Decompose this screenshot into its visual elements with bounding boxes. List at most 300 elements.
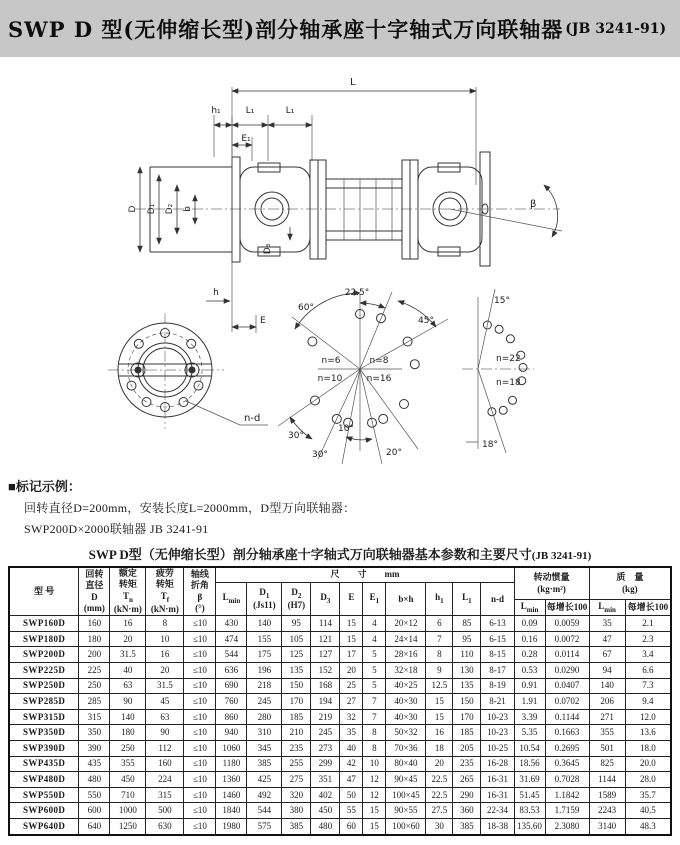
value-cell: 0.09 — [514, 616, 545, 632]
value-cell: 170 — [282, 694, 311, 710]
value-cell: 15 — [426, 694, 453, 710]
value-cell: 219 — [311, 709, 340, 725]
value-cell: 180 — [79, 631, 110, 647]
value-cell: 492 — [247, 787, 282, 803]
value-cell: 100×45 — [386, 787, 426, 803]
value-cell: 13.6 — [625, 725, 671, 741]
value-cell: 152 — [311, 663, 340, 679]
value-cell: 135 — [453, 678, 481, 694]
value-cell: 2243 — [589, 803, 625, 819]
dim-label-L: L — [350, 77, 356, 88]
value-cell: 12 — [363, 787, 386, 803]
value-cell: 85 — [453, 616, 481, 632]
label-n18: n=18 — [496, 378, 521, 388]
value-cell: 47 — [589, 631, 625, 647]
value-cell: 4 — [363, 631, 386, 647]
value-cell: 95 — [282, 616, 311, 632]
value-cell: 22.5 — [426, 772, 453, 788]
value-cell: 150 — [453, 694, 481, 710]
value-cell: 3140 — [589, 819, 625, 835]
value-cell: 299 — [311, 756, 340, 772]
value-cell: 10-23 — [481, 709, 514, 725]
value-cell: 544 — [216, 647, 247, 663]
value-cell: 8-15 — [481, 647, 514, 663]
value-cell: 1360 — [216, 772, 247, 788]
value-cell: 6.6 — [625, 663, 671, 679]
value-cell: 402 — [311, 787, 340, 803]
model-cell: SWP160D — [9, 616, 79, 632]
value-cell: ≤10 — [184, 725, 216, 741]
value-cell: 5.35 — [514, 725, 545, 741]
value-cell: 32×18 — [386, 663, 426, 679]
label-n8: n=8 — [369, 356, 389, 366]
table-row — [9, 772, 671, 788]
value-cell: 3.39 — [514, 709, 545, 725]
value-cell: 40.5 — [625, 803, 671, 819]
value-cell: 0.0059 — [545, 616, 589, 632]
value-cell: 10-23 — [481, 725, 514, 741]
value-cell: 500 — [146, 803, 184, 819]
value-cell: 385 — [282, 819, 311, 835]
value-cell: 430 — [216, 616, 247, 632]
value-cell: 2.1 — [625, 616, 671, 632]
value-cell: 210 — [282, 725, 311, 741]
value-cell: 130 — [453, 663, 481, 679]
label-angle-45: 45° — [418, 316, 434, 326]
value-cell: 194 — [311, 694, 340, 710]
value-cell: 8-21 — [481, 694, 514, 710]
dim-label-b: b — [183, 206, 193, 212]
value-cell: 350 — [79, 725, 110, 741]
table-row — [9, 678, 671, 694]
value-cell: 450 — [311, 803, 340, 819]
value-cell: 185 — [453, 725, 481, 741]
value-cell: 710 — [110, 787, 146, 803]
value-cell: 95 — [453, 631, 481, 647]
value-cell: 22.5 — [426, 787, 453, 803]
value-cell: 140 — [247, 616, 282, 632]
value-cell: 180 — [110, 725, 146, 741]
value-cell: 18.56 — [514, 756, 545, 772]
label-n-d: n-d — [244, 413, 261, 424]
value-cell: 3.4 — [625, 647, 671, 663]
value-cell: 206 — [589, 694, 625, 710]
value-cell: 6-13 — [481, 616, 514, 632]
value-cell: 17 — [340, 647, 363, 663]
value-cell: 31.69 — [514, 772, 545, 788]
value-cell: 63 — [110, 678, 146, 694]
value-cell: 16 — [426, 725, 453, 741]
value-cell: 112 — [146, 741, 184, 757]
table-row — [9, 709, 671, 725]
value-cell: 16-31 — [481, 787, 514, 803]
value-cell: 218 — [247, 678, 282, 694]
example-heading: 标记示例： — [15, 479, 81, 494]
table-row — [9, 663, 671, 679]
value-cell: 8 — [363, 741, 386, 757]
value-cell: 15 — [426, 709, 453, 725]
col-header-fatigue-torque: 疲劳 转矩 $T_f$ (kN·m) — [146, 567, 184, 616]
page-title-standard: (JB 3241-91) — [565, 20, 667, 37]
value-cell: 15 — [363, 803, 386, 819]
value-cell: 1250 — [110, 819, 146, 835]
value-cell: ≤10 — [184, 741, 216, 757]
value-cell: 83.53 — [514, 803, 545, 819]
value-cell: 7 — [426, 631, 453, 647]
value-cell: 235 — [453, 756, 481, 772]
col-header-e1: $E_1$ — [363, 583, 386, 616]
value-cell: 1.7159 — [545, 803, 589, 819]
value-cell: 351 — [311, 772, 340, 788]
value-cell: ≤10 — [184, 756, 216, 772]
value-cell: 18-38 — [481, 819, 514, 835]
col-header-inertia-lmin: $L_{min}$ — [514, 600, 545, 616]
value-cell: 600 — [79, 803, 110, 819]
value-cell: 1980 — [216, 819, 247, 835]
value-cell: 1460 — [216, 787, 247, 803]
value-cell: 360 — [453, 803, 481, 819]
value-cell: 0.3645 — [545, 756, 589, 772]
model-cell: SWP550D — [9, 787, 79, 803]
value-cell: 0.7028 — [545, 772, 589, 788]
col-header-mass-per100: 每增长100 — [625, 600, 671, 616]
value-cell: 0.16 — [514, 631, 545, 647]
value-cell: 320 — [282, 787, 311, 803]
value-cell: 50 — [340, 787, 363, 803]
value-cell: 250 — [79, 678, 110, 694]
value-cell: 16 — [146, 647, 184, 663]
col-group-mass: 质 量 (kg) — [589, 567, 671, 600]
value-cell: 20 — [146, 663, 184, 679]
col-header-h1: $h_1$ — [426, 583, 453, 616]
dim-label-D: D — [128, 205, 138, 213]
marking-example-section — [0, 470, 680, 537]
col-group-inertia: 转动惯量 (kg·m²) — [514, 567, 589, 600]
label-angle-22-5: 22.5° — [344, 288, 370, 298]
value-cell: ≤10 — [184, 803, 216, 819]
value-cell: 28×16 — [386, 647, 426, 663]
table-title-standard: (JB 3241-91) — [531, 550, 592, 562]
value-cell: 63 — [146, 709, 184, 725]
col-header-bxh: b×h — [386, 583, 426, 616]
value-cell: 28.0 — [625, 772, 671, 788]
value-cell: 235 — [282, 741, 311, 757]
value-cell: 6-15 — [481, 631, 514, 647]
bolt-holes-right-view — [483, 321, 527, 416]
value-cell: 27.5 — [426, 803, 453, 819]
value-cell: 32 — [340, 709, 363, 725]
table-row — [9, 631, 671, 647]
value-cell: 94 — [589, 663, 625, 679]
value-cell: 20.0 — [625, 756, 671, 772]
value-cell: 40 — [110, 663, 146, 679]
dim-label-E1: E₁ — [241, 134, 251, 144]
value-cell: 20×12 — [386, 616, 426, 632]
col-header-axis-angle: 轴线 折角 β (°) — [184, 567, 216, 616]
model-cell: SWP200D — [9, 647, 79, 663]
value-cell: 70×36 — [386, 741, 426, 757]
col-header-nd: n-d — [481, 583, 514, 616]
value-cell: 90 — [110, 694, 146, 710]
value-cell: 275 — [282, 772, 311, 788]
value-cell: 18 — [426, 741, 453, 757]
value-cell: 0.0290 — [545, 663, 589, 679]
value-cell: 1.1842 — [545, 787, 589, 803]
value-cell: 290 — [453, 787, 481, 803]
value-cell: 315 — [146, 787, 184, 803]
model-cell: SWP435D — [9, 756, 79, 772]
model-cell: SWP480D — [9, 772, 79, 788]
value-cell: 31.5 — [146, 678, 184, 694]
model-cell: SWP250D — [9, 678, 79, 694]
value-cell: ≤10 — [184, 819, 216, 835]
value-cell: 273 — [311, 741, 340, 757]
value-cell: 1000 — [110, 803, 146, 819]
table-title — [0, 544, 680, 563]
value-cell: 20 — [426, 756, 453, 772]
value-cell: 12 — [363, 772, 386, 788]
value-cell: 47 — [340, 772, 363, 788]
example-line-2: SWP200D×2000联轴器 JB 3241-91 — [24, 522, 209, 536]
value-cell: 80×40 — [386, 756, 426, 772]
dim-label-L1-left: L₁ — [245, 106, 255, 116]
value-cell: 9.4 — [625, 694, 671, 710]
value-cell: ≤10 — [184, 631, 216, 647]
value-cell: 200 — [79, 647, 110, 663]
model-cell: SWP640D — [9, 819, 79, 835]
title-bar — [0, 0, 680, 57]
value-cell: 285 — [79, 694, 110, 710]
value-cell: 435 — [79, 756, 110, 772]
value-cell: 760 — [216, 694, 247, 710]
dim-label-h1: h₁ — [211, 106, 221, 116]
value-cell: 550 — [79, 787, 110, 803]
value-cell: 205 — [453, 741, 481, 757]
col-header-model: 型 号 — [9, 567, 79, 616]
value-cell: ≤10 — [184, 787, 216, 803]
value-cell: 15 — [340, 616, 363, 632]
col-header-rotation-diameter: 回转 直径 D (mm) — [79, 567, 110, 616]
dim-label-D1: D₁ — [147, 203, 157, 215]
value-cell: 224 — [146, 772, 184, 788]
value-cell: 22-34 — [481, 803, 514, 819]
label-angle-60: 60° — [298, 303, 314, 313]
value-cell: 55 — [340, 803, 363, 819]
value-cell: 255 — [282, 756, 311, 772]
value-cell: 140 — [110, 709, 146, 725]
label-n10: n=10 — [317, 374, 343, 384]
value-cell: 8 — [363, 725, 386, 741]
value-cell: 640 — [79, 819, 110, 835]
value-cell: 480 — [79, 772, 110, 788]
label-angle-15: 15° — [494, 296, 510, 306]
value-cell: 24×14 — [386, 631, 426, 647]
value-cell: 50×32 — [386, 725, 426, 741]
value-cell: 0.28 — [514, 647, 545, 663]
value-cell: 1144 — [589, 772, 625, 788]
value-cell: 135.60 — [514, 819, 545, 835]
value-cell: 125 — [282, 647, 311, 663]
value-cell: 690 — [216, 678, 247, 694]
value-cell: 100×60 — [386, 819, 426, 835]
value-cell: 4 — [363, 616, 386, 632]
value-cell: 0.0702 — [545, 694, 589, 710]
value-cell: ≤10 — [184, 678, 216, 694]
value-cell: 40 — [340, 741, 363, 757]
value-cell: 501 — [589, 741, 625, 757]
table-row — [9, 787, 671, 803]
value-cell: 1060 — [216, 741, 247, 757]
value-cell: 48.3 — [625, 819, 671, 835]
value-cell: 10.54 — [514, 741, 545, 757]
value-cell: 385 — [247, 756, 282, 772]
value-cell: 67 — [589, 647, 625, 663]
value-cell: 5 — [363, 647, 386, 663]
parameters-table — [8, 566, 672, 836]
value-cell: 7 — [363, 694, 386, 710]
value-cell: 175 — [247, 647, 282, 663]
value-cell: 245 — [311, 725, 340, 741]
value-cell: 5 — [363, 663, 386, 679]
value-cell: 155 — [247, 631, 282, 647]
value-cell: 271 — [589, 709, 625, 725]
value-cell: 265 — [453, 772, 481, 788]
label-angle-18: 18° — [482, 440, 498, 450]
table-row — [9, 647, 671, 663]
value-cell: 35 — [340, 725, 363, 741]
value-cell: 35.7 — [625, 787, 671, 803]
col-header-lmin: $L_{min}$ — [216, 583, 247, 616]
value-cell: 0.91 — [514, 678, 545, 694]
value-cell: 160 — [146, 756, 184, 772]
value-cell: 390 — [79, 741, 110, 757]
value-cell: 90×55 — [386, 803, 426, 819]
value-cell: ≤10 — [184, 663, 216, 679]
value-cell: 90 — [146, 725, 184, 741]
value-cell: 42 — [340, 756, 363, 772]
value-cell: 0.2695 — [545, 741, 589, 757]
table-row — [9, 741, 671, 757]
table-row — [9, 694, 671, 710]
value-cell: 7.3 — [625, 678, 671, 694]
model-cell: SWP350D — [9, 725, 79, 741]
value-cell: ≤10 — [184, 616, 216, 632]
label-angle-30-bottom: 30° — [312, 450, 328, 460]
value-cell: 425 — [247, 772, 282, 788]
dim-label-D3: D₃ — [263, 243, 273, 255]
dim-label-D2: D₂ — [165, 203, 175, 215]
value-cell: 18.0 — [625, 741, 671, 757]
value-cell: 110 — [453, 647, 481, 663]
bolt-holes-middle-view — [308, 310, 419, 428]
value-cell: 630 — [146, 819, 184, 835]
value-cell: 355 — [589, 725, 625, 741]
value-cell: 121 — [311, 631, 340, 647]
technical-drawing — [0, 57, 680, 470]
value-cell: 40×25 — [386, 678, 426, 694]
value-cell: 940 — [216, 725, 247, 741]
value-cell: 185 — [282, 709, 311, 725]
model-cell: SWP180D — [9, 631, 79, 647]
value-cell: 8-19 — [481, 678, 514, 694]
value-cell: 380 — [282, 803, 311, 819]
value-cell: 825 — [589, 756, 625, 772]
value-cell: 480 — [311, 819, 340, 835]
label-angle-20: 20° — [386, 448, 402, 458]
value-cell: ≤10 — [184, 772, 216, 788]
col-header-l1: $L_1$ — [453, 583, 481, 616]
value-cell: 140 — [589, 678, 625, 694]
value-cell: 196 — [247, 663, 282, 679]
value-cell: 16-28 — [481, 756, 514, 772]
value-cell: 0.1144 — [545, 709, 589, 725]
dim-label-beta: β — [530, 199, 537, 210]
value-cell: 16-31 — [481, 772, 514, 788]
dim-label-L1-right: L₁ — [285, 106, 295, 116]
table-row — [9, 725, 671, 741]
value-cell: 35 — [589, 616, 625, 632]
value-cell: 150 — [282, 678, 311, 694]
dim-label-h: h — [213, 288, 219, 298]
value-cell: 160 — [79, 616, 110, 632]
value-cell: 10 — [146, 631, 184, 647]
value-cell: 575 — [247, 819, 282, 835]
value-cell: 9 — [426, 663, 453, 679]
col-header-rated-torque: 额定 转矩 $T_n$ (kN·m) — [110, 567, 146, 616]
value-cell: 6 — [426, 616, 453, 632]
table-row — [9, 616, 671, 632]
value-cell: 31.5 — [110, 647, 146, 663]
label-n6: n=6 — [321, 356, 341, 366]
model-cell: SWP390D — [9, 741, 79, 757]
table-row — [9, 819, 671, 835]
model-cell: SWP315D — [9, 709, 79, 725]
value-cell: 12.0 — [625, 709, 671, 725]
value-cell: 1840 — [216, 803, 247, 819]
table-row — [9, 756, 671, 772]
value-cell: 2.3080 — [545, 819, 589, 835]
value-cell: 15 — [363, 819, 386, 835]
col-header-d1: $D_1$ (Js11) — [247, 583, 282, 616]
value-cell: 90×45 — [386, 772, 426, 788]
value-cell: 315 — [79, 709, 110, 725]
bullet-square-icon: ■ — [8, 479, 16, 494]
value-cell: 20 — [340, 663, 363, 679]
value-cell: 0.0407 — [545, 678, 589, 694]
value-cell: 1.91 — [514, 694, 545, 710]
value-cell: 1589 — [589, 787, 625, 803]
value-cell: 0.1663 — [545, 725, 589, 741]
value-cell: 8-17 — [481, 663, 514, 679]
value-cell: 450 — [110, 772, 146, 788]
value-cell: 16 — [110, 616, 146, 632]
value-cell: 474 — [216, 631, 247, 647]
value-cell: 40×30 — [386, 709, 426, 725]
value-cell: 250 — [110, 741, 146, 757]
col-header-mass-lmin: $L_{min}$ — [589, 600, 625, 616]
table-row — [9, 803, 671, 819]
value-cell: 2.3 — [625, 631, 671, 647]
value-cell: 0.0114 — [545, 647, 589, 663]
value-cell: 20 — [110, 631, 146, 647]
model-cell: SWP225D — [9, 663, 79, 679]
value-cell: 225 — [79, 663, 110, 679]
value-cell: 114 — [311, 616, 340, 632]
value-cell: 385 — [453, 819, 481, 835]
page-title: SWP D 型(无伸缩长型)剖分轴承座十字轴式万向联轴器 — [8, 16, 564, 42]
value-cell: 12.5 — [426, 678, 453, 694]
col-header-d2: $D_2$ (H7) — [282, 583, 311, 616]
